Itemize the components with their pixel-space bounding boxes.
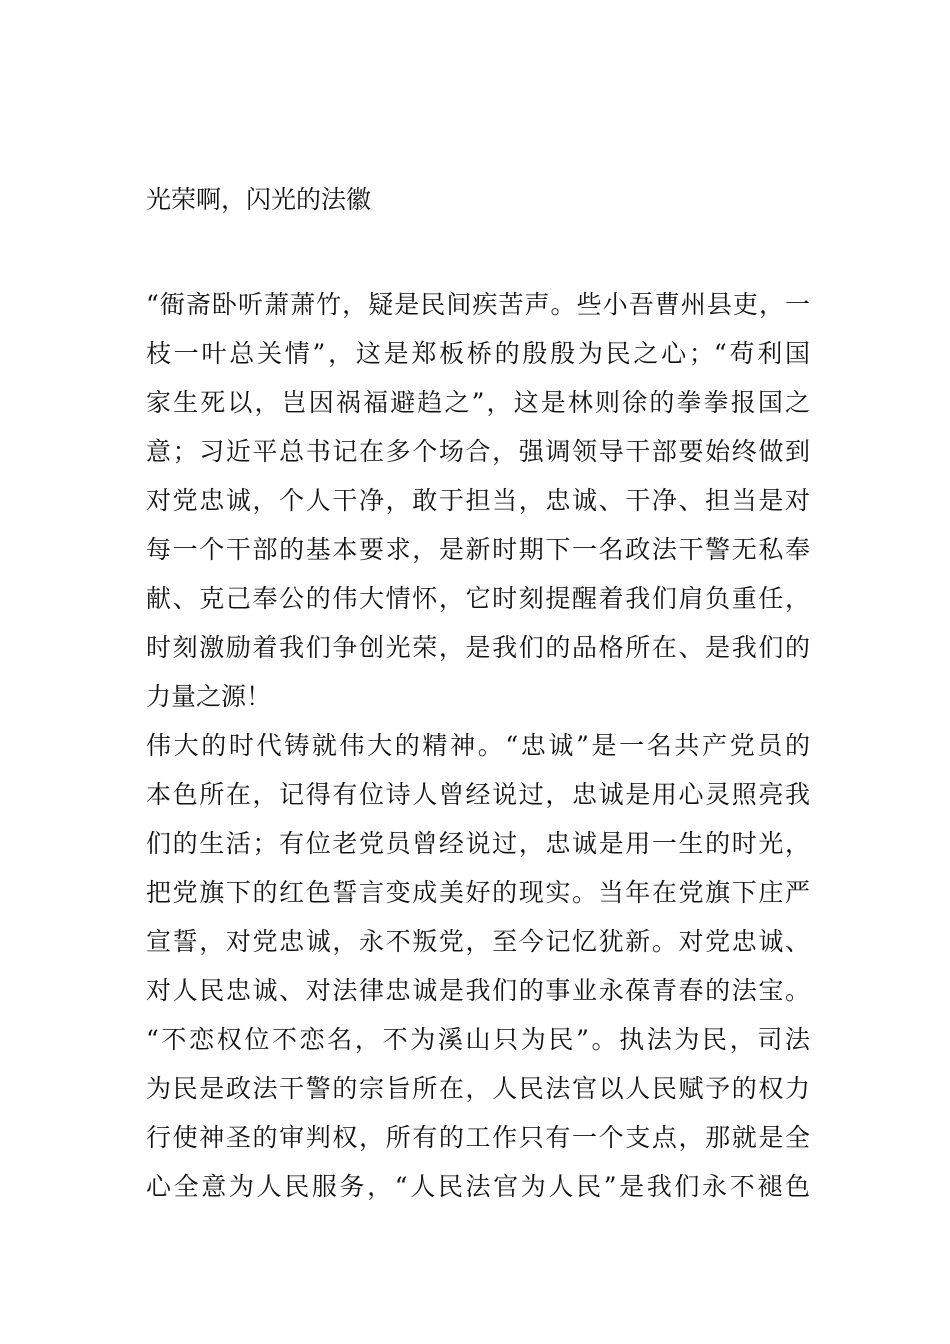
body-line: 伟大的时代铸就伟大的精神。“忠诚”是一名共产党员的 [146, 731, 810, 760]
body-line: 为民是政法干警的宗旨所在，人民法官以人民赋予的权力 [146, 1074, 810, 1103]
body-line: 对党忠诚，个人干净，敢于担当，忠诚、干净、担当是对 [146, 486, 810, 515]
document-body [146, 280, 810, 1211]
body-line: 力量之源！ [146, 682, 272, 711]
body-line: 对人民忠诚、对法律忠诚是我们的事业永葆青春的法宝。 [146, 976, 810, 1005]
body-line: “不恋权位不恋名，不为溪山只为民”。执法为民，司法 [146, 1025, 810, 1054]
body-line: “衙斋卧听萧萧竹，疑是民间疾苦声。些小吾曹州县吏，一 [146, 290, 810, 319]
body-line: 献、克己奉公的伟大情怀，它时刻提醒着我们肩负重任， [146, 584, 810, 613]
body-line: 枝一叶总关情”，这是郑板桥的殷殷为民之心；“苟利国 [146, 339, 810, 368]
body-line: 时刻激励着我们争创光荣，是我们的品格所在、是我们的 [146, 633, 810, 662]
body-line: 们的生活；有位老党员曾经说过，忠诚是用一生的时光， [146, 829, 810, 858]
body-line: 把党旗下的红色誓言变成美好的现实。当年在党旗下庄严 [146, 878, 810, 907]
body-line: 宣誓，对党忠诚，永不叛党，至今记忆犹新。对党忠诚、 [146, 927, 810, 956]
body-line: 每一个干部的基本要求，是新时期下一名政法干警无私奉 [146, 535, 810, 564]
body-line: 意；习近平总书记在多个场合，强调领导干部要始终做到 [146, 437, 810, 466]
body-line: 行使神圣的审判权，所有的工作只有一个支点，那就是全 [146, 1123, 810, 1152]
body-line: 心全意为人民服务，“人民法官为人民”是我们永不褪色 [146, 1172, 810, 1201]
document-title: 光荣啊，闪光的法徽 [146, 185, 372, 214]
body-line: 家生死以，岂因祸福避趋之”，这是林则徐的拳拳报国之 [146, 388, 810, 417]
body-line: 本色所在，记得有位诗人曾经说过，忠诚是用心灵照亮我 [146, 780, 810, 809]
